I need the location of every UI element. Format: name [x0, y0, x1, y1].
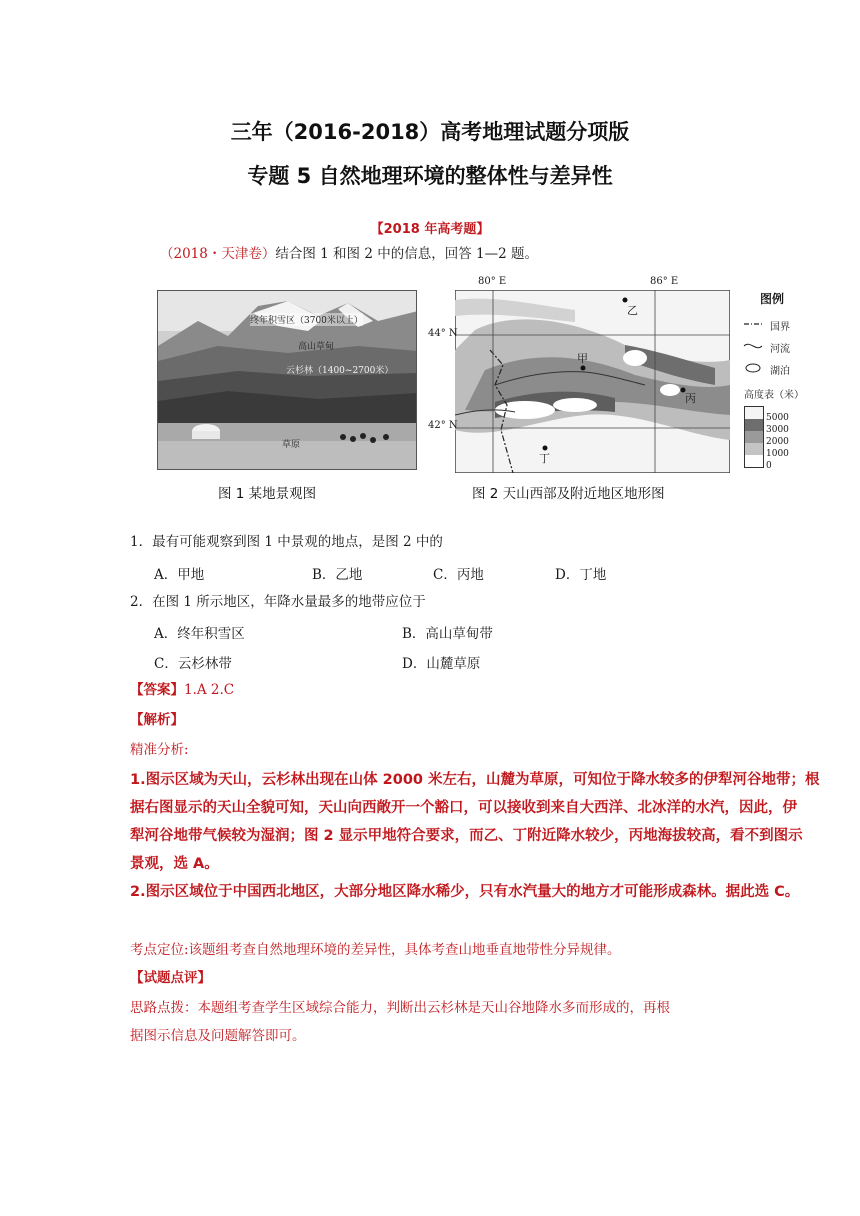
place-bing: 丙 [685, 392, 696, 405]
elev-2000: 2000 [766, 437, 789, 447]
analysis-line-4: 景观，选 A。 [130, 856, 219, 872]
q2-option-b: B．高山草甸带 [402, 626, 493, 642]
lat-label-44: 44° N [428, 328, 458, 339]
analysis-line-5: 2.图示区域位于中国西北地区，大部分地区降水稀少，只有水汽量大的地方才可能形成森林。据此选 C。 [130, 884, 800, 900]
section-label: 【2018 年高考题】 [370, 222, 490, 237]
answer-line [130, 680, 234, 700]
place-yi: 乙 [627, 304, 638, 317]
analysis-line-1: 1.图示区域为天山，云杉林出现在山体 2000 米左右，山麓为草原，可知位于降水较多的伊犁河谷地带；根 [130, 772, 820, 788]
legend-lake: 湖泊 [770, 366, 790, 377]
elev-1000: 1000 [766, 449, 789, 459]
legend-title: 图例 [760, 292, 785, 306]
label-alpine-meadow: 高山草甸 [298, 342, 335, 352]
figure1-caption: 图 1 某地景观图 [218, 486, 317, 502]
q1-option-c: C．丙地 [433, 567, 484, 583]
label-spruce-forest: 云杉林（1400~2700米） [286, 366, 394, 376]
question-intro [160, 244, 538, 264]
question-2: 2．在图 1 所示地区，年降水量最多的地带应位于 [130, 594, 426, 610]
elev-3000: 3000 [766, 425, 789, 435]
question-1: 1．最有可能观察到图 1 中景观的地点，是图 2 中的 [130, 534, 443, 550]
review-label: 【试题点评】 [130, 970, 211, 986]
legend-border: 国界 [770, 322, 790, 333]
figure1-landscape-photo [157, 290, 417, 470]
legend-river: 河流 [770, 344, 790, 355]
lon-label-86: 86° E [650, 276, 679, 287]
intro-text: 结合图 1 和图 2 中的信息，回答 1—2 题。 [275, 246, 538, 262]
analysis-label: 【解析】 [130, 712, 184, 728]
lat-label-42: 42° N [428, 420, 458, 431]
place-ding: 丁 [539, 452, 550, 465]
q2-option-c: C．云杉林带 [154, 656, 232, 672]
terrain-map-illustration [455, 290, 730, 473]
q2-option-a: A．终年积雪区 [154, 626, 245, 642]
page-subtitle: 专题 5 自然地理环境的整体性与差异性 [247, 164, 613, 188]
q1-option-b: B．乙地 [312, 567, 363, 583]
lon-label-80: 80° E [478, 276, 507, 287]
page-title: 三年（2016-2018）高考地理试题分项版 [230, 120, 630, 144]
review-line-2: 据图示信息及问题解答即可。 [130, 1028, 306, 1044]
figure2-caption: 图 2 天山西部及附近地区地形图 [472, 486, 665, 502]
legend-symbols [742, 318, 766, 388]
q1-option-d: D．丁地 [555, 567, 607, 583]
place-jia: 甲 [577, 352, 588, 365]
elevation-scale [744, 406, 764, 468]
analysis-line-3: 犁河谷地带气候较为湿润；图 2 显示甲地符合要求，而乙、丁附近降水较少，丙地海拔较高，看不到图示 [130, 828, 803, 844]
elev-0: 0 [766, 461, 772, 471]
kaodian-text: 考点定位:该题组考查自然地理环境的差异性，具体考查山地垂直地带性分异规律。 [130, 942, 621, 958]
question-source: （2018・天津卷） [160, 246, 276, 262]
label-steppe: 草原 [282, 440, 301, 450]
legend-elevation-title: 高度表（米） [744, 390, 804, 401]
answer-value: 1.A 2.C [184, 682, 235, 698]
answer-label: 【答案】 [130, 682, 184, 698]
elev-5000: 5000 [766, 413, 789, 423]
q1-option-a: A．甲地 [154, 567, 205, 583]
figure2-terrain-map [455, 290, 730, 473]
analysis-line-2: 据右图显示的天山全貌可知，天山向西敞开一个豁口，可以接收到来自大西洋、北冰洋的水汽，因此，伊 [130, 800, 797, 816]
label-snow-zone: 终年积雪区（3700米以上） [250, 313, 363, 326]
q2-option-d: D．山麓草原 [402, 656, 481, 672]
review-line-1: 思路点拨：本题组考查学生区域综合能力，判断出云杉林是天山谷地降水多而形成的，再根 [130, 1000, 670, 1016]
map-legend [742, 290, 842, 480]
analysis-block [130, 766, 845, 906]
precise-analysis-label: 精准分析: [130, 742, 189, 758]
